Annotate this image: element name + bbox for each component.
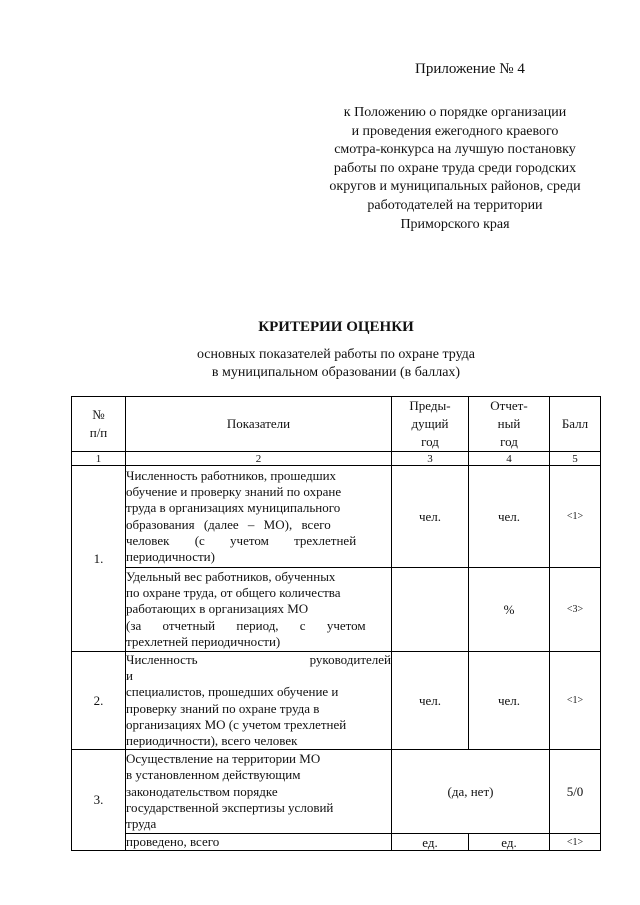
header-indicators: Показатели — [126, 397, 392, 452]
indicator-line: работающих в организациях МО — [126, 601, 309, 617]
document-subtitle — [0, 346, 640, 382]
subtitle-line: основных показателей работы по охране труда — [196, 347, 476, 362]
table-row — [72, 466, 601, 568]
appendix-line: округов и муниципальных районов, среди — [329, 179, 581, 195]
indicator-line: периодичности) — [126, 548, 215, 564]
header-line: год — [500, 434, 518, 449]
indicator-line: периодичности), всего человек — [126, 733, 298, 749]
indicator-line: специалистов, прошедших обучение и — [126, 684, 339, 700]
table-row — [72, 568, 601, 652]
header-line: Отчет- — [490, 398, 528, 413]
column-number: 3 — [392, 452, 469, 466]
merged-value-cell: (да, нет) — [392, 750, 550, 834]
header-previous-year — [392, 397, 469, 452]
header-score: Балл — [550, 397, 601, 452]
previous-year-unit — [392, 568, 469, 652]
row-number: 2. — [72, 652, 126, 750]
header-line: дущий — [411, 416, 449, 431]
score-cell: <1> — [550, 652, 601, 750]
document-title: КРИТЕРИИ ОЦЕНКИ — [258, 319, 414, 335]
table-header-row — [72, 397, 601, 452]
indicator-cell — [126, 834, 392, 851]
indicator-line: обучение и проверку знаний по охране — [126, 484, 342, 500]
indicator-line: в установленном действующим — [126, 767, 301, 783]
indicator-line: Численность работников, прошедших — [126, 467, 337, 483]
column-number: 5 — [550, 452, 601, 466]
header-line: ный — [497, 416, 521, 431]
reporting-year-unit: чел. — [469, 466, 550, 568]
column-number-row — [72, 452, 601, 466]
appendix-reference — [305, 104, 605, 234]
indicator-line: трехлетней периодичности) — [126, 633, 281, 649]
header-line: п/п — [89, 425, 108, 440]
column-number: 2 — [126, 452, 392, 466]
reporting-year-unit: % — [469, 568, 550, 652]
indicator-line: государственной экспертизы условий — [126, 799, 334, 815]
subtitle-line: в муниципальном образовании (в баллах) — [211, 365, 461, 380]
indicator-line: проведено, всего — [126, 834, 220, 850]
column-number: 1 — [72, 452, 126, 466]
indicator-line: труда — [126, 816, 157, 832]
appendix-line: Приморского края — [400, 216, 510, 232]
header-line: № — [92, 407, 105, 422]
table-row — [72, 750, 601, 834]
header-num — [72, 397, 126, 452]
indicator-line: по охране труда, от общего количества — [126, 585, 341, 601]
indicator-line: организациях МО (с учетом трехлетней — [126, 716, 347, 732]
indicator-line: Численность руководителей и — [126, 652, 391, 684]
indicator-line: труда в организациях муниципального — [126, 500, 341, 516]
reporting-year-unit: чел. — [469, 652, 550, 750]
row-number: 3. — [72, 750, 126, 851]
table-row — [72, 652, 601, 750]
reporting-year-unit: ед. — [469, 834, 550, 851]
indicator-cell — [126, 652, 392, 750]
table-row — [72, 834, 601, 851]
previous-year-unit: ед. — [392, 834, 469, 851]
criteria-table — [71, 396, 601, 851]
row-number: 1. — [72, 466, 126, 652]
indicator-line: законодательством порядке — [126, 783, 278, 799]
score-cell: <1> — [550, 834, 601, 851]
indicator-line: человек (с учетом трехлетней — [126, 532, 357, 548]
indicator-line: образования (далее – МО), всего — [126, 516, 331, 532]
indicator-cell — [126, 568, 392, 652]
previous-year-unit: чел. — [392, 466, 469, 568]
indicator-cell — [126, 466, 392, 568]
score-cell: <3> — [550, 568, 601, 652]
indicator-cell — [126, 750, 392, 834]
appendix-line: к Положению о порядке организации — [343, 105, 567, 120]
indicator-line: Осуществление на территории МО — [126, 751, 321, 767]
indicator-line: проверку знаний по охране труда в — [126, 700, 320, 716]
previous-year-unit: чел. — [392, 652, 469, 750]
appendix-line: смотра-конкурса на лучшую постановку — [334, 142, 576, 158]
header-line: год — [421, 434, 439, 449]
indicator-line: (за отчетный период, с учетом — [126, 617, 366, 633]
header-reporting-year — [469, 397, 550, 452]
score-cell: 5/0 — [550, 750, 601, 834]
appendix-title: Приложение № 4 — [415, 61, 525, 77]
appendix-line: работодателей на территории — [367, 197, 543, 213]
appendix-line: и проведения ежегодного краевого — [351, 123, 559, 139]
score-cell: <1> — [550, 466, 601, 568]
header-line: Преды- — [409, 398, 451, 413]
appendix-line: работы по охране труда среди городских — [333, 160, 577, 176]
column-number: 4 — [469, 452, 550, 466]
indicator-line: Удельный вес работников, обученных — [126, 568, 336, 584]
